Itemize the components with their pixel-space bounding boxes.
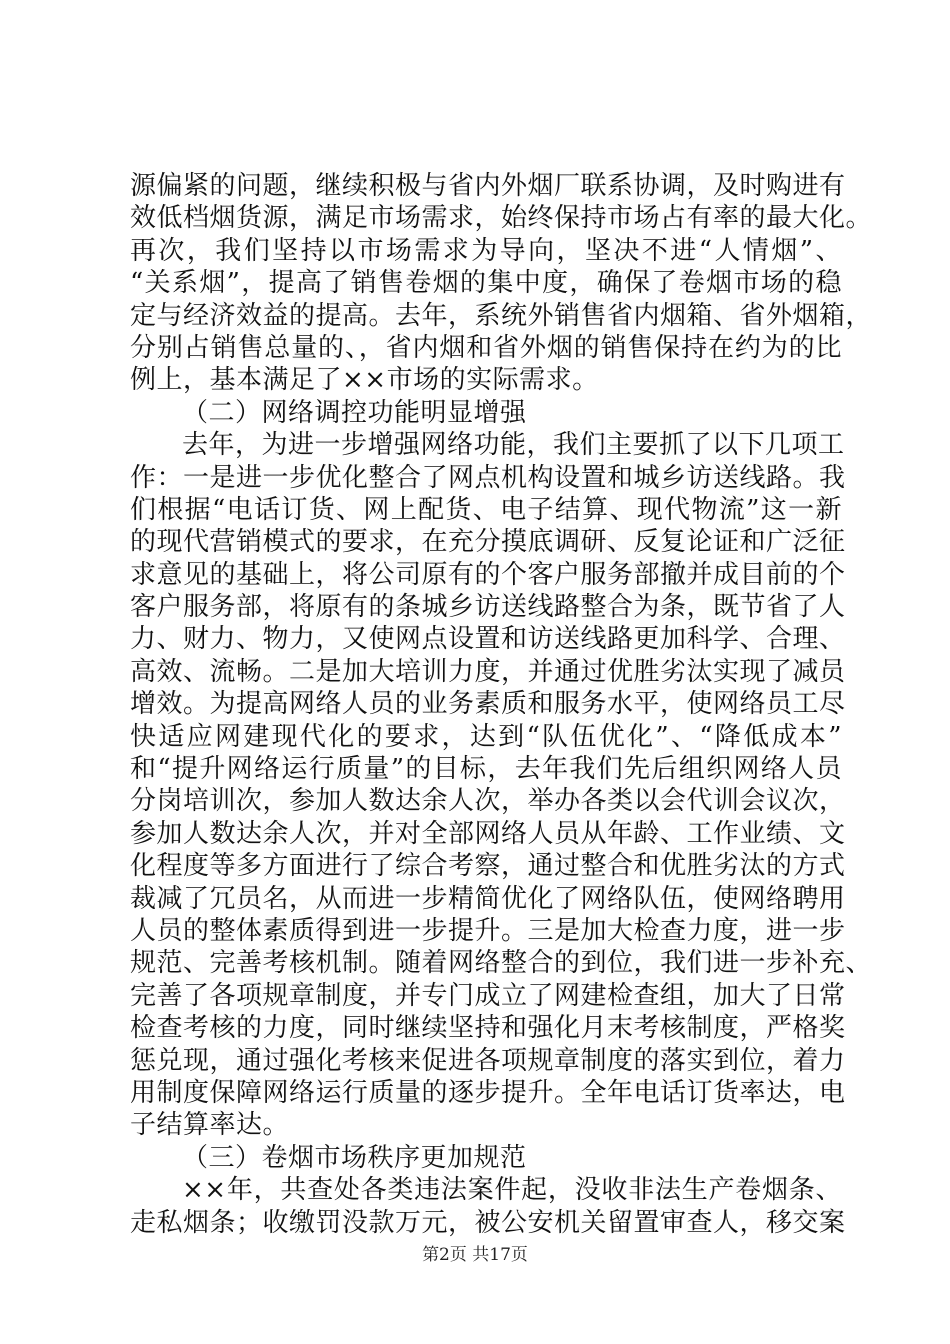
document-body [130, 170, 873, 1239]
text-line: 快适应网建现代化的要求，达到“队伍优化”、“降低成本” [130, 721, 842, 752]
text-line: ××年，共查处各类违法案件起，没收非法生产卷烟条、 [182, 1175, 842, 1206]
text-line: 走私烟条；收缴罚没款万元，被公安机关留置审查人，移交案 [130, 1207, 846, 1238]
section-heading-network: （二）网络调控功能明显增强 [182, 397, 527, 428]
text-line: 客户服务部，将原有的条城乡访送线路整合为条，既节省了人 [130, 592, 846, 623]
text-line: 作：一是进一步优化整合了网点机构设置和城乡访送线路。我 [130, 462, 846, 493]
text-line: 和“提升网络运行质量”的目标，去年我们先后组织网络人员 [130, 754, 842, 785]
text-line: 分岗培训次，参加人数达余人次，举办各类以会代训会议次， [130, 786, 846, 817]
text-line: 人员的整体素质得到进一步提升。三是加大检查力度，进一步 [130, 915, 846, 946]
text-line: 源偏紧的问题，继续积极与省内外烟厂联系协调，及时购进有 [130, 171, 846, 201]
text-line: 力、财力、物力，又使网点设置和访送线路更加科学、合理、 [130, 624, 846, 655]
text-line: 高效、流畅。二是加大培训力度，并通过优胜劣汰实现了减员 [130, 656, 846, 687]
text-line: 惩兑现，通过强化考核来促进各项规章制度的落实到位，着力 [130, 1045, 846, 1076]
text-line: 去年，为进一步增强网络功能，我们主要抓了以下几项工 [182, 430, 845, 461]
text-line: 求意见的基础上，将公司原有的个客户服务部撤并成目前的个 [130, 559, 846, 590]
text-line: 用制度保障网络运行质量的逐步提升。全年电话订货率达，电 [130, 1077, 846, 1108]
text-line: “关系烟”，提高了销售卷烟的集中度，确保了卷烟市场的稳 [130, 268, 842, 299]
paragraph-market-supply [130, 170, 873, 397]
paragraph-network [130, 429, 873, 1142]
text-line: 增效。为提高网络人员的业务素质和服务水平，使网络员工尽 [130, 689, 846, 720]
text-line: 的现代营销模式的要求，在充分摸底调研、反复论证和广泛征 [130, 527, 846, 558]
text-line: 规范、完善考核机制。随着网络整合的到位，我们进一步补充、 [130, 948, 873, 979]
text-line: 定与经济效益的提高。去年，系统外销售省内烟箱、省外烟箱， [130, 300, 873, 331]
paragraph-market-order [130, 1174, 846, 1239]
text-line: 完善了各项规章制度，并专门成立了网建检查组，加大了日常 [130, 980, 846, 1011]
text-line: 参加人数达余人次，并对全部网络人员从年龄、工作业绩、文 [130, 818, 846, 849]
text-line: 化程度等多方面进行了综合考察，通过整合和优胜劣汰的方式 [130, 851, 846, 882]
text-line: 分别占销售总量的、，省内烟和省外烟的销售保持在约为的比 [130, 332, 842, 363]
section-heading-market-order: （三）卷烟市场秩序更加规范 [182, 1142, 527, 1173]
text-line: 例上，基本满足了××市场的实际需求。 [130, 365, 599, 396]
text-line: 裁减了冗员名，从而进一步精简优化了网络队伍，使网络聘用 [130, 883, 846, 914]
text-line: 们根据“电话订货、网上配货、电子结算、现代物流”这一新 [130, 494, 842, 525]
page-footer: 第2页 共17页 [422, 1245, 528, 1265]
text-line: 再次，我们坚持以市场需求为导向，坚决不进“人情烟”、 [130, 235, 842, 266]
text-line: 检查考核的力度，同时继续坚持和强化月末考核制度，严格奖 [130, 1013, 846, 1044]
text-line: 效低档烟货源，满足市场需求，始终保持市场占有率的最大化。 [130, 203, 873, 234]
text-line: 子结算率达。 [130, 1110, 290, 1141]
